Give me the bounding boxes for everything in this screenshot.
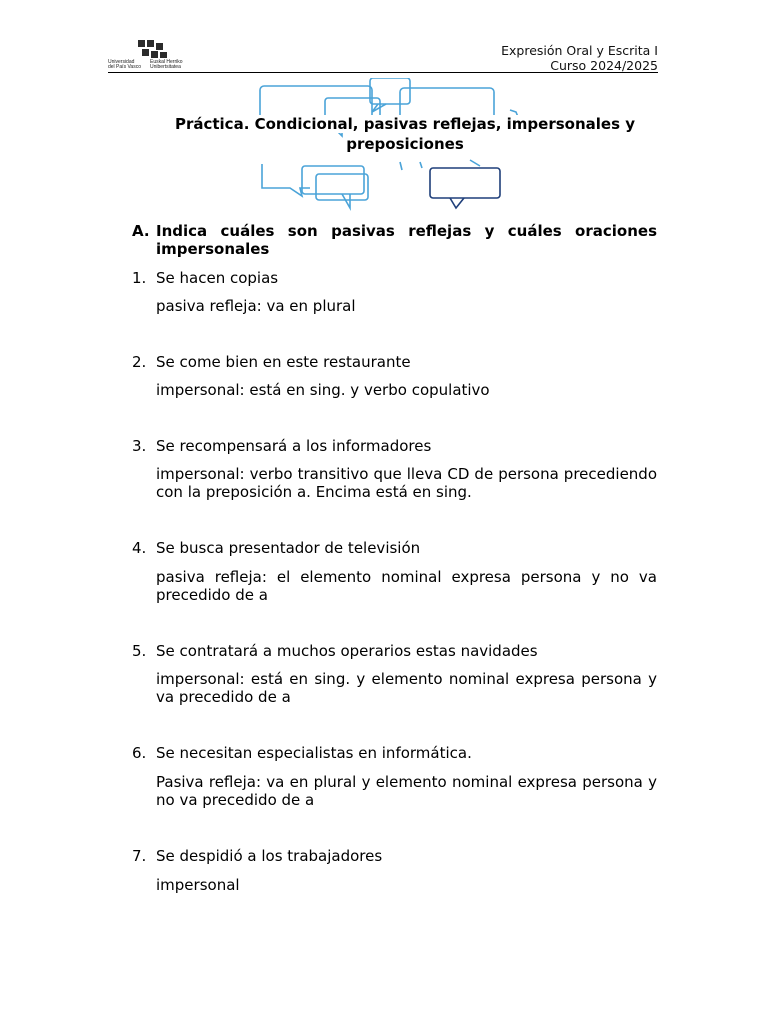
bubble-tail: [450, 198, 464, 208]
item-number: 6.: [132, 744, 147, 762]
item-sentence: Se necesitan especialistas en informática.: [156, 744, 472, 762]
item-answer: impersonal: verbo transitivo que lleva CD de persona precediendo con la preposición a. Encima está en sing.: [156, 465, 657, 501]
item-answer: impersonal: está en sing. y verbo copulativo: [156, 381, 490, 399]
item-sentence: Se come bien en este restaurante: [156, 353, 411, 371]
university-logo: [108, 38, 190, 72]
section-instruction: Indica cuáles son pasivas reflejas y cuáles oraciones impersonales: [156, 222, 657, 258]
header-info: [501, 43, 658, 73]
section-letter: A.: [132, 222, 150, 240]
item-number: 3.: [132, 437, 147, 455]
item-sentence: Se contratará a muchos operarios estas navidades: [156, 642, 538, 660]
title-line-2: preposiciones: [346, 135, 464, 153]
university-emblem-icon: [136, 38, 170, 60]
bubble-shape: [430, 168, 500, 198]
item-answer: impersonal: [156, 876, 240, 894]
header-divider: [108, 72, 658, 73]
item-number: 2.: [132, 353, 147, 371]
item-number: 7.: [132, 847, 147, 865]
item-answer: Pasiva refleja: va en plural y elemento nominal expresa persona y no va precedido de a: [156, 773, 657, 809]
page-title: [150, 114, 660, 154]
item-sentence: Se busca presentador de televisión: [156, 539, 421, 557]
bubble-shape: [370, 78, 410, 104]
logo-text-basque: Euskal Herriko Unibertsitatea: [150, 59, 183, 70]
course-year: Curso 2024/2025: [550, 58, 658, 73]
logo-text-spanish: Universidad del País Vasco: [108, 59, 141, 70]
item-number: 4.: [132, 539, 147, 557]
bubble-shape: [316, 174, 368, 200]
item-sentence: Se recompensará a los informadores: [156, 437, 432, 455]
item-number: 1.: [132, 269, 147, 287]
course-name: Expresión Oral y Escrita I: [501, 43, 658, 58]
item-number: 5.: [132, 642, 147, 660]
title-line-1: Práctica. Condicional, pasivas reflejas, impersonales y: [174, 115, 636, 133]
bubble-tail: [372, 104, 386, 112]
bubble-tail: [342, 194, 350, 208]
item-sentence: Se hacen copias: [156, 269, 279, 287]
item-sentence: Se despidió a los trabajadores: [156, 847, 383, 865]
item-answer: pasiva refleja: el elemento nominal expresa persona y no va precedido de a: [156, 568, 657, 604]
bubble-shape: [302, 166, 364, 194]
item-answer: impersonal: está en sing. y elemento nominal expresa persona y va precedido de a: [156, 670, 657, 706]
item-answer: pasiva refleja: va en plural: [156, 297, 356, 315]
